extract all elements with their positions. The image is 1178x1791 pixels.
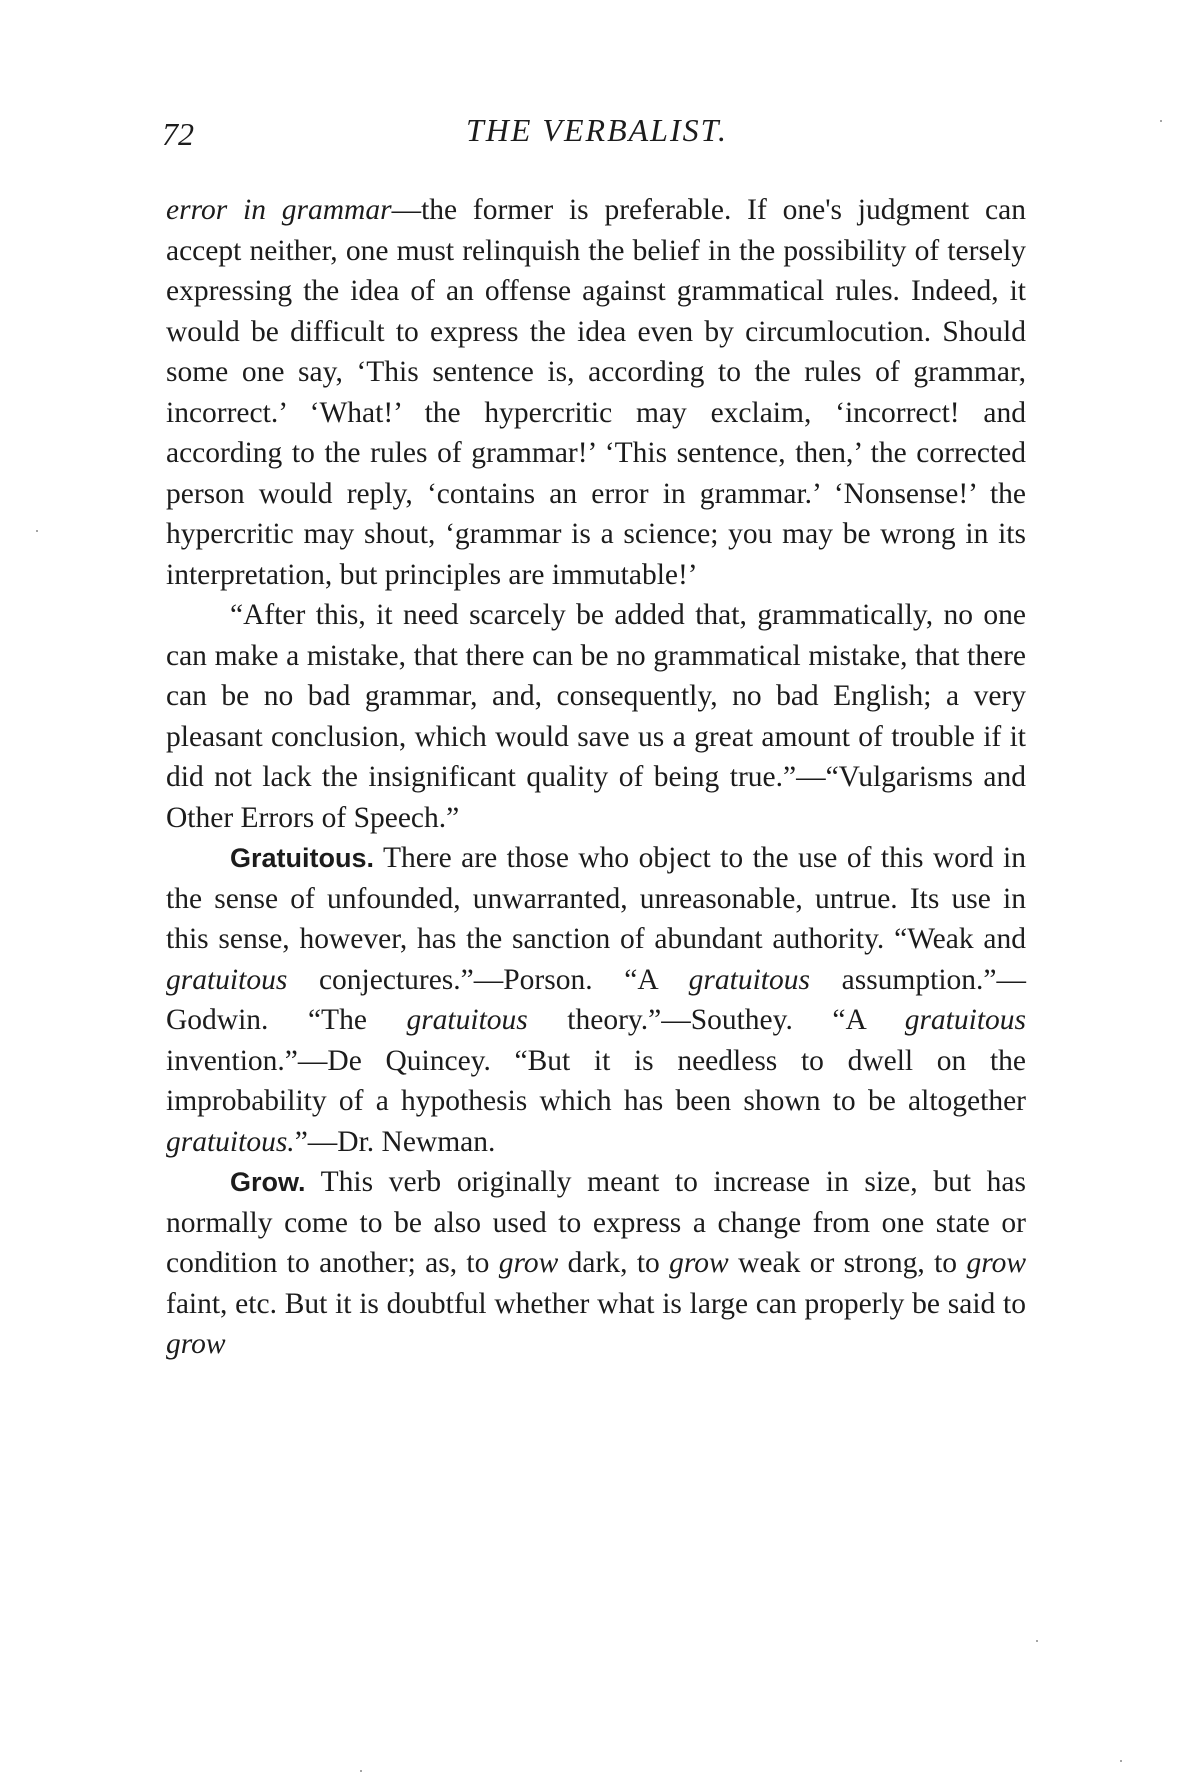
paper-speck (1036, 1640, 1038, 1642)
entry-text: conjectures.”—Porson. “A (287, 963, 689, 996)
entry-term: Grow. (230, 1167, 306, 1197)
entry-text: weak or strong, to (728, 1247, 967, 1279)
entry-text: This verb originally meant to increase in size, but has normally come to be also used to express a change from one state or condition to another; as, to (166, 1166, 1026, 1279)
italic-word: grow (166, 1328, 226, 1360)
paper-speck (36, 530, 38, 532)
italic-word: grow (966, 1247, 1026, 1279)
italic-word: grow (669, 1247, 729, 1279)
paragraph-text: —the former is preferable. If one's judgment can accept neither, one must relinquish the belief in the possibility of tersely expressing the idea of an offense against grammatical rules. Indeed, it would be difficult to express the idea even by circumlocution. Should some one say, ‘This sentence is, according to the rules of grammar, incorrect.’ ‘What!’ the hypercritic may exclaim, ‘incorrect! and according to the rules of grammar!’ ‘This sentence, then,’ the corrected person would reply, ‘contains an error in grammar.’ ‘Nonsense!’ the hypercritic may shout, ‘grammar is a science; you may be wrong in its interpretation, but principles are immutable!’ (166, 194, 1026, 591)
paragraph-continued (166, 190, 1026, 595)
entry-text: faint, etc. But it is doubtful whether what is large can properly be said to (166, 1287, 1026, 1320)
italic-phrase: error in grammar (166, 194, 392, 226)
entry-text: ”—Dr. Newman. (294, 1125, 496, 1158)
entry-text: assumption.”—Godwin. “The (166, 963, 1026, 1036)
page-number: 72 (162, 116, 194, 152)
paper-speck (1120, 1760, 1122, 1762)
italic-word: gratuitous (904, 1004, 1027, 1036)
entry-term: Gratuitous. (230, 843, 375, 873)
paper-speck (360, 1770, 362, 1772)
running-head: THE VERBALIST. (465, 112, 729, 148)
entry-gratuitous (166, 838, 1026, 1162)
italic-word: gratuitous (406, 1004, 528, 1036)
italic-word: gratuitous (166, 963, 288, 996)
body-text (166, 190, 1026, 1365)
italic-word: gratuitous (688, 963, 810, 996)
paper-speck (1160, 120, 1162, 122)
paragraph-text: “After this, it need scarcely be added that, grammatically, no one can make a mistake, that there can be no grammatical mistake, that there can be no bad grammar, and, consequently, no bad English; a very pleasant conclusion, which would save us a great amount of trouble if it did not lack the insignificant quality of being true.”—“Vulgarisms and Other Errors of Speech.” (166, 599, 1026, 834)
entry-text: invention.”—De Quincey. “But it is needless to dwell on the improbability of a hypothesis which has been shown to be altogether (166, 1044, 1026, 1117)
entry-text: dark, to (558, 1247, 670, 1279)
page-header (162, 112, 1032, 162)
paragraph-quotation (166, 595, 1026, 838)
italic-word: grow (498, 1247, 559, 1279)
italic-word: gratuitous. (166, 1125, 295, 1158)
entry-text: theory.”—Southey. “A (527, 1004, 905, 1036)
entry-text: There are those who object to the use of this word in the sense of unfounded, unwarranted, unreasonable, untrue. Its use in this sense, however, has the sanction of abundant authority. “Weak and (166, 842, 1026, 955)
entry-grow (166, 1162, 1026, 1365)
